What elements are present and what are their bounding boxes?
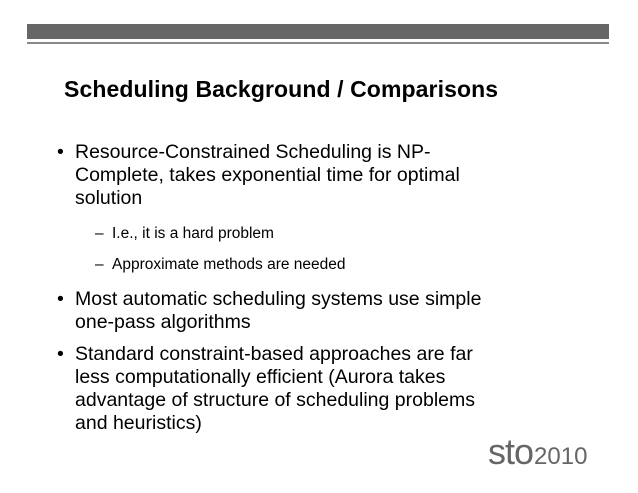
bullet-item bbox=[57, 141, 557, 210]
bullet-line: and heuristics) bbox=[75, 412, 202, 434]
sub-bullet-marker: – bbox=[95, 256, 104, 273]
sub-bullet-text: I.e., it is a hard problem bbox=[112, 225, 274, 242]
logo-brand: sto bbox=[488, 431, 534, 472]
sub-bullet-marker: – bbox=[95, 225, 104, 242]
header-bar bbox=[27, 24, 609, 39]
slide-title: Scheduling Background / Comparisons bbox=[64, 76, 499, 102]
bullet-line: Resource-Constrained Scheduling is NP- bbox=[75, 141, 431, 163]
bullet-line: less computationally efficient (Aurora takes bbox=[75, 366, 446, 388]
bullet-line: Most automatic scheduling systems use simple bbox=[75, 288, 482, 310]
sub-bullet-text: Approximate methods are needed bbox=[112, 256, 346, 273]
sub-bullet-item bbox=[95, 255, 346, 274]
bullet-marker: • bbox=[57, 141, 64, 163]
header-rule bbox=[27, 42, 609, 44]
bullet-line: solution bbox=[75, 187, 143, 209]
bullet-item bbox=[57, 288, 557, 334]
bullet-line: advantage of structure of scheduling problems bbox=[75, 389, 475, 411]
bullet-line: one-pass algorithms bbox=[75, 311, 251, 333]
sto-2010-logo bbox=[488, 431, 588, 472]
logo-year: 2010 bbox=[534, 443, 588, 470]
bullet-line: Complete, takes exponential time for optimal bbox=[75, 164, 460, 186]
bullet-item bbox=[57, 343, 557, 435]
bullet-marker: • bbox=[57, 343, 64, 365]
bullet-line: Standard constraint-based approaches are far bbox=[75, 343, 473, 365]
sub-bullet-item bbox=[95, 224, 274, 243]
bullet-marker: • bbox=[57, 288, 64, 310]
